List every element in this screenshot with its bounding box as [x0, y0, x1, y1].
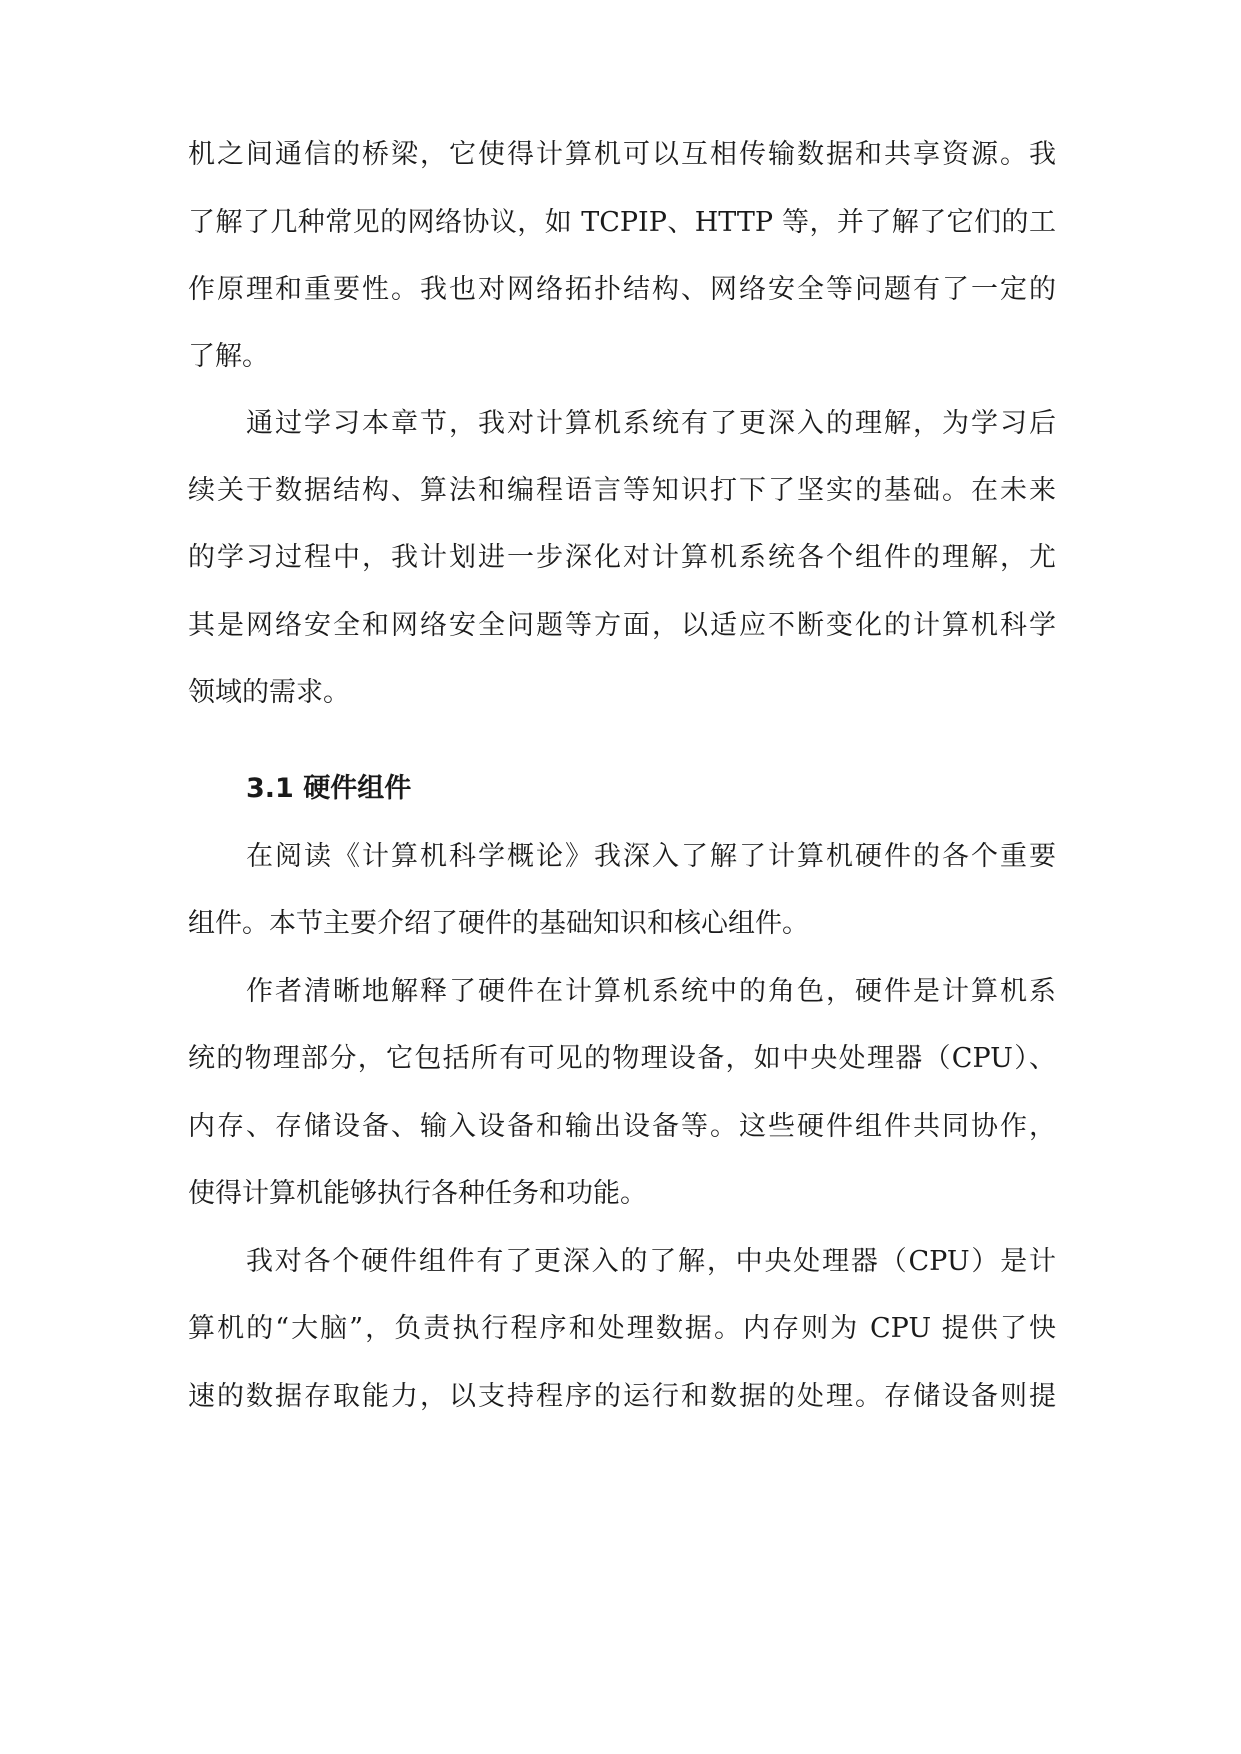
paragraph-line: 了解了几种常见的网络协议，如 TCPIP、HTTP 等，并了解了它们的工	[188, 207, 1056, 238]
paragraph-line: 内存、存储设备、输入设备和输出设备等。这些硬件组件共同协作，	[188, 1111, 1056, 1142]
paragraph-line: 在阅读《计算机科学概论》我深入了解了计算机硬件的各个重要	[246, 841, 1056, 872]
paragraph-line: 通过学习本章节，我对计算机系统有了更深入的理解，为学习后	[246, 408, 1056, 439]
paragraph-line: 我对各个硬件组件有了更深入的了解，中央处理器（CPU）是计	[246, 1246, 1056, 1277]
paragraph-line: 的学习过程中，我计划进一步深化对计算机系统各个组件的理解，尤	[188, 542, 1056, 573]
paragraph-line: 续关于数据结构、算法和编程语言等知识打下了坚实的基础。在未来	[188, 475, 1056, 506]
paragraph-line: 其是网络安全和网络安全问题等方面，以适应不断变化的计算机科学	[188, 610, 1056, 641]
paragraph-line: 作者清晰地解释了硬件在计算机系统中的角色，硬件是计算机系	[246, 976, 1056, 1007]
paragraph-line: 组件。本节主要介绍了硬件的基础知识和核心组件。	[188, 908, 809, 939]
paragraph-line: 了解。	[188, 341, 269, 372]
paragraph-line: 作原理和重要性。我也对网络拓扑结构、网络安全等问题有了一定的	[188, 274, 1056, 305]
paragraph-line: 算机的“大脑”，负责执行程序和处理数据。内存则为 CPU 提供了快	[188, 1313, 1056, 1344]
section-heading: 3.1 硬件组件	[246, 773, 412, 804]
paragraph-line: 使得计算机能够执行各种任务和功能。	[188, 1178, 647, 1209]
paragraph-line: 机之间通信的桥梁，它使得计算机可以互相传输数据和共享资源。我	[188, 139, 1056, 170]
paragraph-line: 统的物理部分，它包括所有可见的物理设备，如中央处理器（CPU）、	[188, 1043, 1056, 1074]
paragraph-line: 领域的需求。	[188, 677, 350, 708]
paragraph-line: 速的数据存取能力，以支持程序的运行和数据的处理。存储设备则提	[188, 1381, 1056, 1412]
